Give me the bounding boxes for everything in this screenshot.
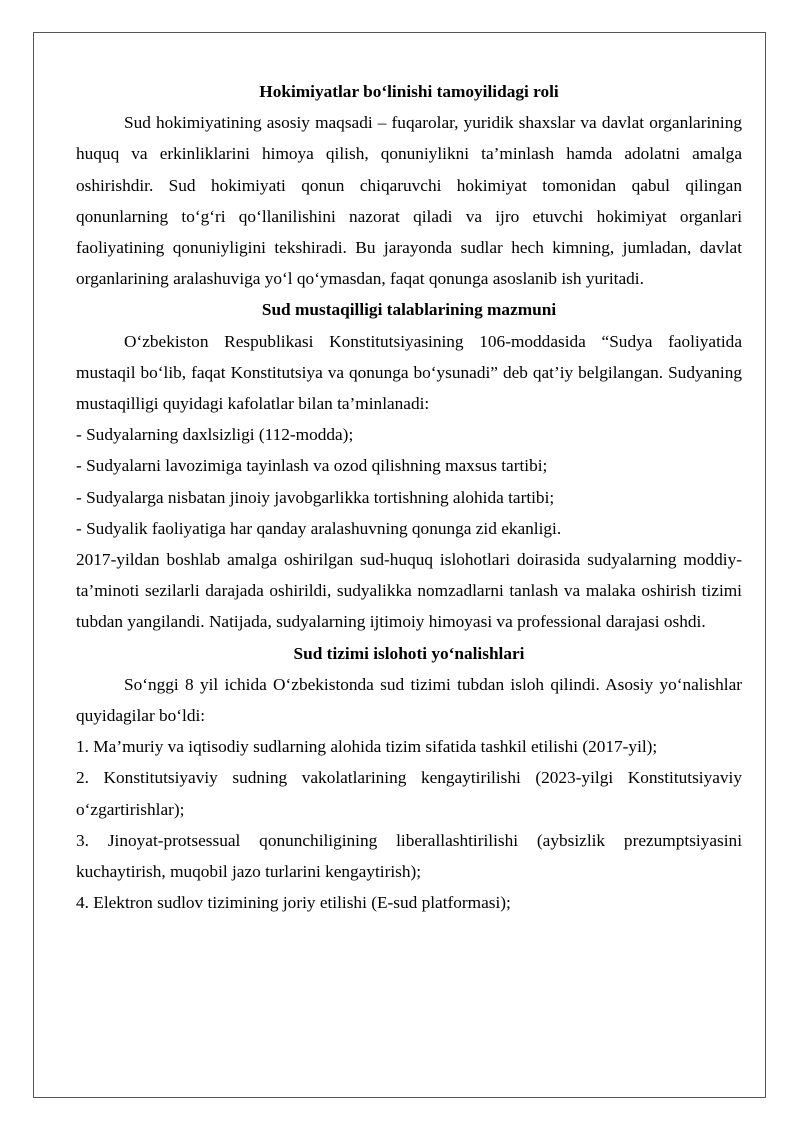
paragraph-constitution-article-106: O‘zbekiston Respublikasi Konstitutsiyasining 106-moddasida “Sudya faoliyatida mustaqil bo‘lib, faqat Konstitutsiya va qonunga bo‘ysunadi” deb qat’iy belgilangan. Sudyaning mustaqilligi quyidagi kafolatlar bilan ta’minlanadi: (76, 331, 742, 414)
section-heading-separation-of-powers: Hokimiyatlar bo‘linishi tamoyilidagi roli (259, 82, 559, 101)
list-item-guarantee-appointment: - Sudyalarni lavozimiga tayinlash va ozod qilishning maxsus tartibi; (76, 456, 548, 476)
list-item-reform-3: 3. Jinoyat-protsessual qonunchiligining liberallashtirilishi (aybsizlik prezumptsiyasini kuchaytirish, muqobil jazo turlarini kengaytirish); (76, 830, 742, 882)
paragraph-court-purpose: Sud hokimiyatining asosiy maqsadi – fuqarolar, yuridik shaxslar va davlat organlarining huquq va erkinliklarini himoya qilish, qonuniylikni ta’minlash hamda adolatni amalga oshirishdir. Sud hokimiyati qonun chiqaruvchi hokimiyat tomonidan qabul qilingan qonunlarning to‘g‘ri qo‘llanilishini nazorat qiladi va ijro etuvchi hokimiyat organlari faoliyatining qonuniyligini tekshiradi. Bu jarayonda sudlar hech kimning, jumladan, davlat organlarining aralashuviga yo‘l qo‘ymasdan, faqat qonunga asoslanib ish yuritadi. (76, 113, 742, 289)
list-item-guarantee-liability: - Sudyalarga nisbatan jinoiy javobgarlikka tortishning alohida tartibi; (76, 487, 555, 507)
list-item-reform-1: 1. Ma’muriy va iqtisodiy sudlarning alohida tizim sifatida tashkil etilishi (2017-yil); (76, 737, 658, 757)
paragraph-reforms-2017: 2017-yildan boshlab amalga oshirilgan sud-huquq islohotlari doirasida sudyalarning moddiy-ta’minoti sezilarli darajada oshirildi, sudyalikka nomzadlarni tanlash va malaka oshirish tizimi tubdan yangilandi. Natijada, sudyalarning ijtimoiy himoyasi va professional darajasi oshdi. (76, 550, 742, 632)
paragraph-reform-intro: So‘nggi 8 yil ichida O‘zbekistonda sud tizimi tubdan isloh qilindi. Asosiy yo‘nalishlar quyidagilar bo‘ldi: (76, 674, 742, 726)
list-item-reform-4: 4. Elektron sudlov tizimining joriy etilishi (E-sud platformasi); (76, 893, 511, 913)
list-item-guarantee-non-interference: - Sudyalik faoliyatiga har qanday aralashuvning qonunga zid ekanligi. (76, 518, 562, 538)
document-body (76, 76, 742, 918)
section-heading-reform-directions: Sud tizimi islohoti yo‘nalishlari (293, 643, 525, 663)
section-heading-judicial-independence: Sud mustaqilligi talablarining mazmuni (261, 300, 557, 320)
list-item-reform-2: 2. Konstitutsiyaviy sudning vakolatlarining kengaytirilishi (2023-yilgi Konstitutsiyaviy o‘zgartirishlar); (76, 768, 742, 819)
list-item-guarantee-immunity: - Sudyalarning daxlsizligi (112-modda); (76, 425, 354, 445)
